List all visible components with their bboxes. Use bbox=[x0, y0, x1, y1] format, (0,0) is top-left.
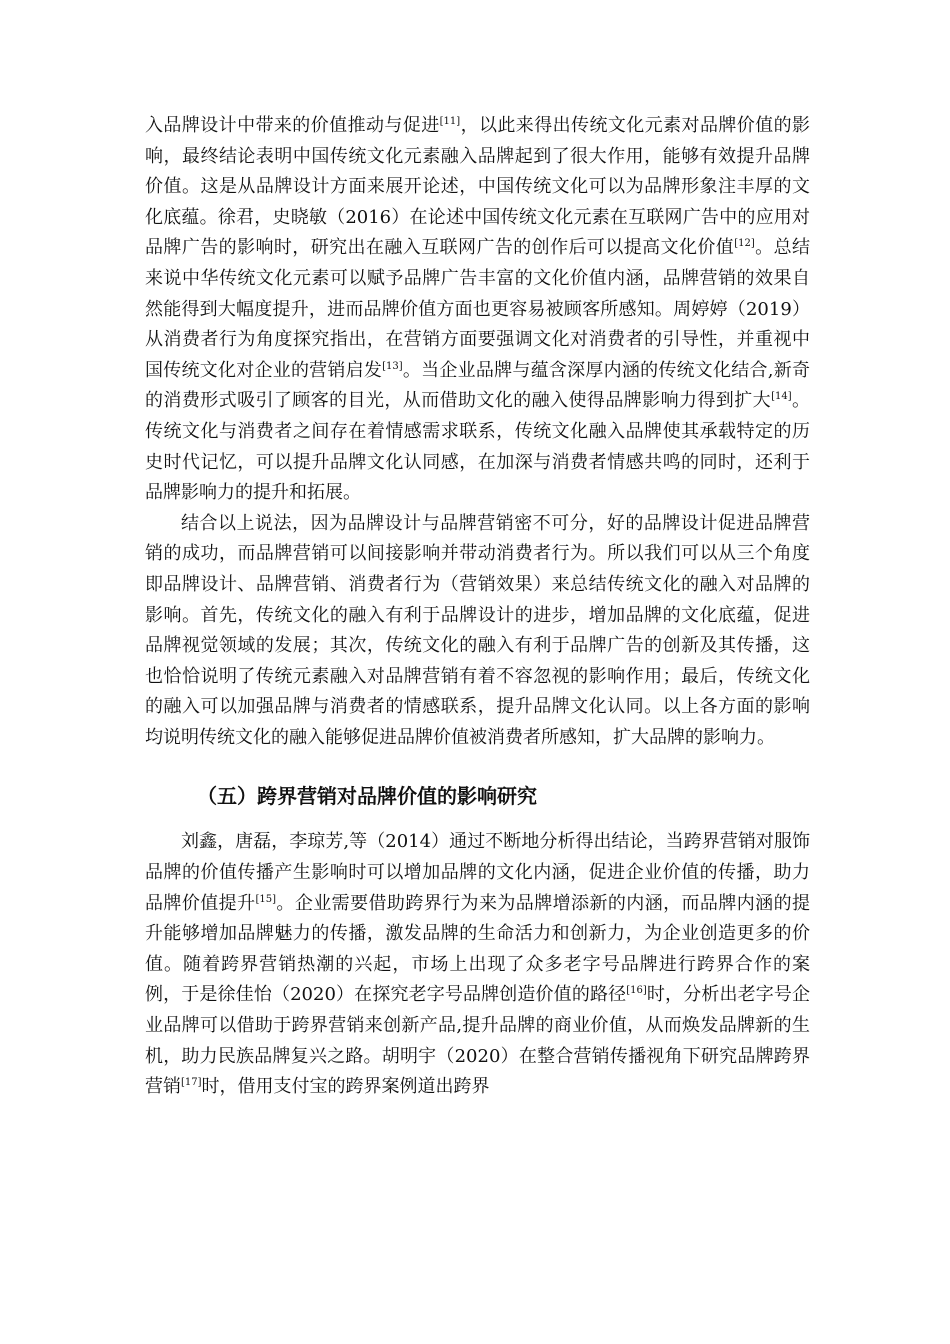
para3-text-1: 刘鑫，唐磊，李琼芳,等（2014）通过不断地分析得出结论，当跨界营销对服饰品牌的价值传播产生影响时可以增加品牌的文化内涵，促进企业价值的传播，助力品牌价值提升 bbox=[145, 831, 810, 914]
para1-text-5: 。传统文化与消费者之间存在着情感需求联系，传统文化融入品牌使其承载特定的历史时代记忆，可以提升品牌文化认同感，在加深与消费者情感共鸣的同时，还利于品牌影响力的提升和拓展。 bbox=[145, 390, 811, 504]
para1-text-3: 。总结来说中华传统文化元素可以赋予品牌广告丰富的文化价值内涵，品牌营销的效果自然能得到大幅度提升，进而品牌价值方面也更容易被顾客所感知。周婷婷（2019）从消费者行为角度探究指出，在营销方面要强调文化对消费者的引导性，并重视中国传统文化对企业的营销启发 bbox=[145, 237, 811, 381]
para1-text-2: ，以此来得出传统文化元素对品牌价值的影响，最终结论表明中国传统文化元素融入品牌起到了很大作用，能够有效提升品牌价值。这是从品牌设计方面来展开论述，中国传统文化可以为品牌形象注丰厚的文化底蕴。徐君，史晓敏（2016）在论述中国传统文化元素在互联网广告中的应用对品牌广告的影响时，研究出在融入互联网广告的创作后可以提高文化价值 bbox=[145, 115, 811, 259]
paragraph-2 bbox=[145, 509, 810, 754]
citation-15: [15] bbox=[255, 893, 277, 905]
para1-text-4: 。当企业品牌与蕴含深厚内涵的传统文化结合,新奇的消费形式吸引了顾客的目光，从而借助文化的融入使得品牌影响力得到扩大 bbox=[145, 359, 810, 412]
paragraph-1 bbox=[145, 111, 810, 509]
citation-17: [17] bbox=[181, 1077, 202, 1089]
citation-13: [13] bbox=[382, 360, 403, 372]
para3-text-2: 。企业需要借助跨界行为来为品牌增添新的内涵，而品牌内涵的提升能够增加品牌魅力的传播，激发品牌的生命活力和创新力，为企业创造更多的价值。随着跨界营销热潮的兴起，市场上出现了众多老字号品牌进行跨界合作的案例，于是徐佳怡（2020）在探究老字号品牌创造价值的路径 bbox=[145, 892, 811, 1006]
citation-11: [11] bbox=[439, 116, 461, 127]
para2-text: 结合以上说法，因为品牌设计与品牌营销密不可分，好的品牌设计促进品牌营销的成功，而品牌营销可以间接影响并带动消费者行为。所以我们可以从三个角度即品牌设计、品牌营销、消费者行为（营销效果）来总结传统文化的融入对品牌的影响。首先，传统文化的融入有利于品牌设计的进步，增加品牌的文化底蕴，促进品牌视觉领域的发展；其次，传统文化的融入有利于品牌广告的创新及其传播，这也恰恰说明了传统元素融入对品牌营销有着不容忽视的影响作用；最后，传统文化的融入可以加强品牌与消费者的情感联系，提升品牌文化认同。以上各方面的影响均说明传统文化的融入能够促进品牌价值被消费者所感知，扩大品牌的影响力。 bbox=[145, 512, 810, 748]
section-heading: （五）跨界营销对品牌价值的影响研究 bbox=[197, 784, 537, 809]
para3-text-4: 时，借用支付宝的跨界案例道出跨界 bbox=[201, 1076, 490, 1098]
citation-14: [14] bbox=[771, 391, 792, 403]
document-page bbox=[145, 111, 810, 1103]
citation-12: [12] bbox=[734, 238, 755, 250]
para1-text-1: 入品牌设计中带来的价值推动与促进 bbox=[145, 115, 440, 136]
para3-text-3: 时，分析出老字号企业品牌可以借助于跨界营销来创新产品,提升品牌的商业价值，从而焕发品牌新的生机，助力民族品牌复兴之路。胡明宇（2020）在整合营销传播视角下研究品牌跨界营销 bbox=[145, 984, 810, 1098]
paragraph-3 bbox=[145, 827, 810, 1102]
citation-16: [16] bbox=[626, 985, 647, 997]
